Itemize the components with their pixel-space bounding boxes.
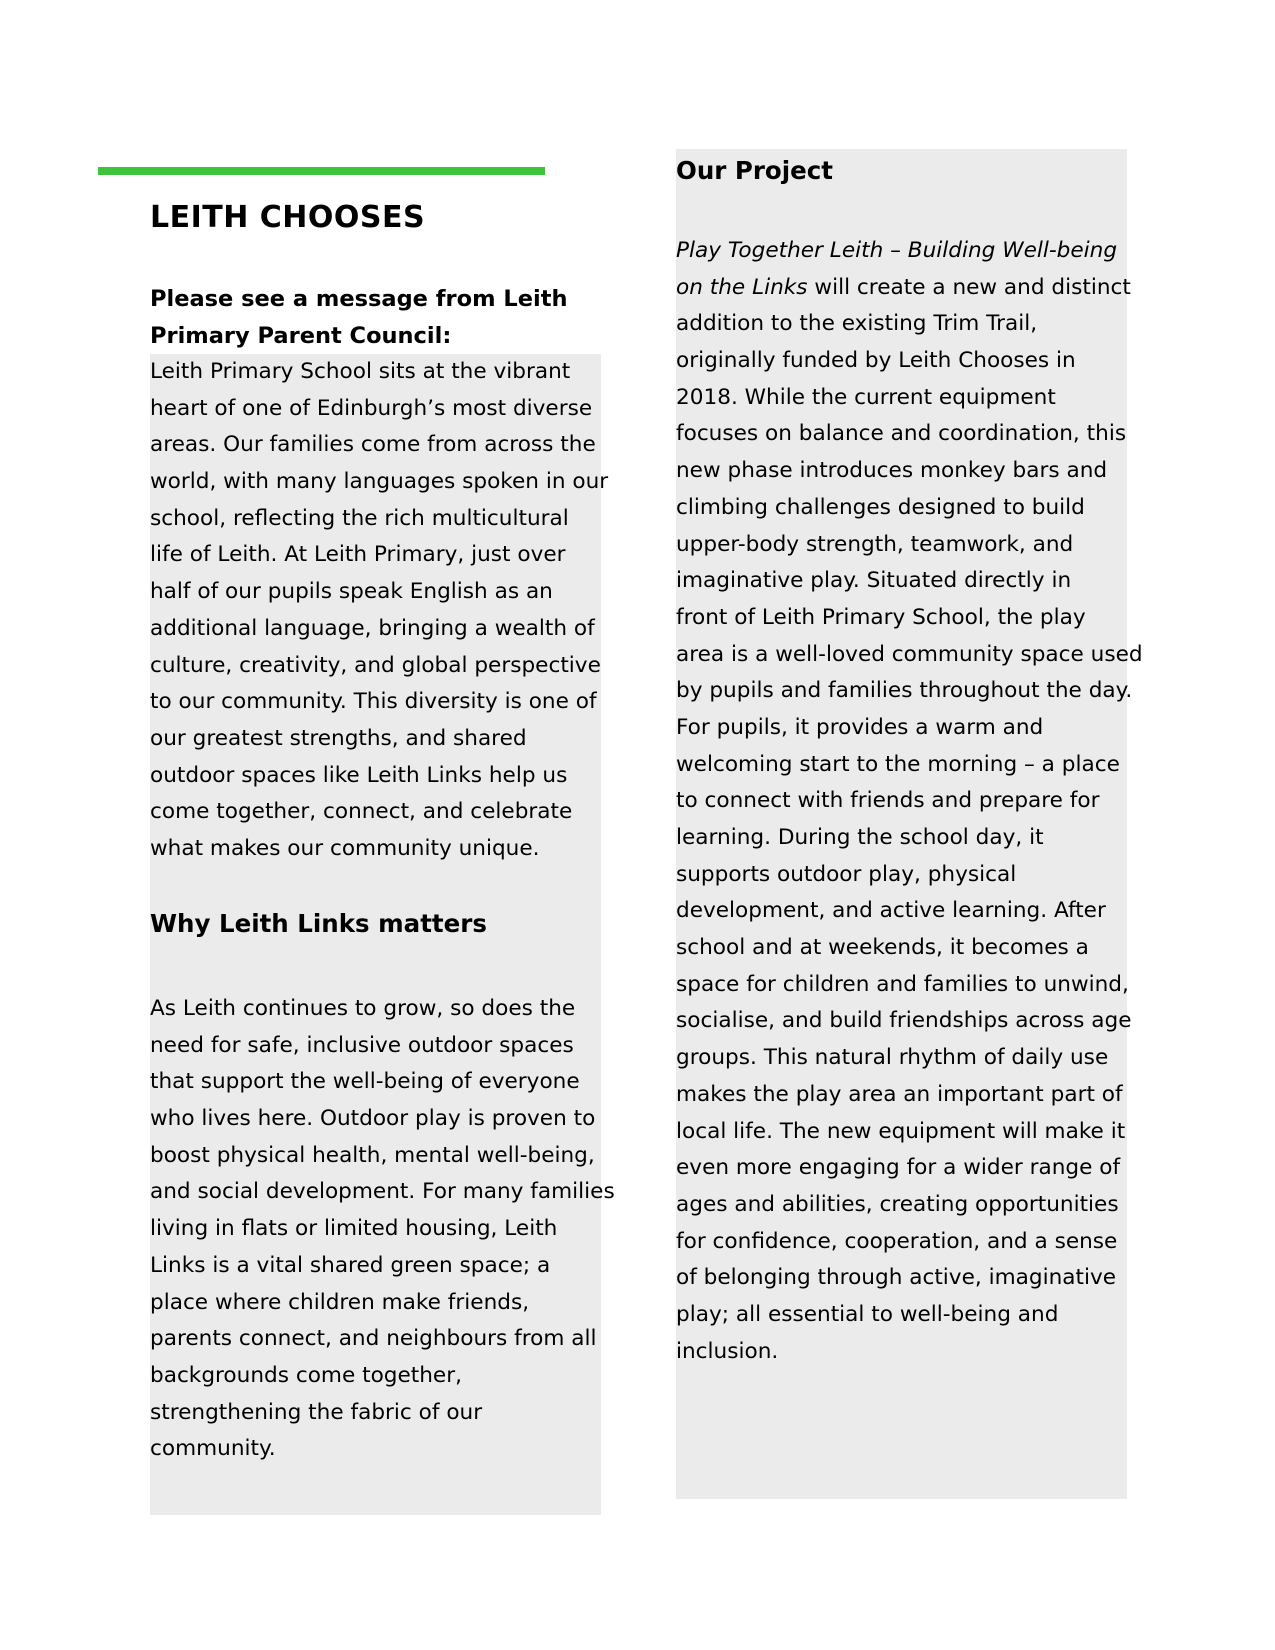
text-line: place where children make friends, [150, 1289, 530, 1315]
text-line [676, 270, 1143, 307]
text-line: 2018. While the current equipment [676, 384, 1056, 410]
text-line: that support the well-being of everyone [150, 1069, 580, 1095]
text-line: what makes our community unique. [150, 835, 540, 861]
text-line: imaginative play. Situated directly in [676, 568, 1072, 594]
text-line: who lives here. Outdoor play is proven to [150, 1106, 596, 1132]
text-line: life of Leith. At Leith Primary, just over [150, 542, 566, 568]
text-fragment: will create a new and distinct [807, 274, 1131, 300]
text-line: front of Leith Primary School, the play [676, 604, 1086, 630]
left-column-panel [150, 354, 615, 1515]
text-line: local life. The new equipment will make it [676, 1118, 1126, 1144]
why-paragraph [150, 991, 615, 1468]
our-project-heading: Our Project [676, 156, 834, 185]
text-line: groups. This natural rhythm of daily use [676, 1045, 1109, 1071]
text-line: to connect with friends and prepare for [676, 788, 1100, 814]
text-line: welcoming start to the morning – a place [676, 751, 1120, 777]
text-line: play; all essential to well-being and [676, 1301, 1059, 1327]
text-line: heart of one of Edinburgh’s most diverse [150, 395, 593, 421]
text-line: school and at weekends, it becomes a [676, 935, 1089, 961]
why-leith-links-heading: Why Leith Links matters [150, 909, 487, 938]
text-line: backgrounds come together, [150, 1362, 462, 1388]
project-title-part: Play Together Leith – Building Well-being [676, 238, 1118, 263]
intro-line: Primary Parent Council: [150, 322, 452, 349]
text-line: boost physical health, mental well-being, [150, 1142, 595, 1168]
text-line: upper-body strength, teamwork, and [676, 531, 1074, 557]
text-line: As Leith continues to grow, so does the [150, 996, 576, 1021]
intro-message [150, 281, 590, 354]
text-line: addition to the existing Trim Trail, [676, 311, 1038, 337]
text-line: and social development. For many families [150, 1179, 615, 1205]
text-line: area is a well-loved community space used [676, 641, 1143, 667]
text-line: originally funded by Leith Chooses in [676, 348, 1076, 374]
text-line: culture, creativity, and global perspective [150, 652, 601, 678]
text-line: Leith Primary School sits at the vibrant [150, 359, 571, 384]
text-line: ages and abilities, creating opportunities [676, 1191, 1119, 1217]
project-paragraph [676, 233, 1143, 1370]
text-line: of belonging through active, imaginative [676, 1265, 1117, 1291]
text-line: areas. Our families come from across the [150, 432, 596, 458]
text-line: by pupils and families throughout the day. [676, 678, 1133, 704]
project-title-part: on the Links [676, 274, 808, 300]
text-line: our greatest strengths, and shared [150, 725, 527, 751]
accent-bar [98, 167, 545, 175]
right-column-panel [676, 149, 1143, 1499]
text-line: for confidence, cooperation, and a sense [676, 1228, 1118, 1254]
text-line: even more engaging for a wider range of [676, 1155, 1121, 1181]
text-line: Links is a vital shared green space; a [150, 1252, 551, 1278]
text-line: space for children and families to unwind, [676, 971, 1129, 997]
text-line: world, with many languages spoken in our [150, 469, 609, 495]
text-line: makes the play area an important part of [676, 1081, 1123, 1107]
text-line: supports outdoor play, physical [676, 861, 1017, 887]
text-line: community. [150, 1436, 276, 1462]
text-line: socialise, and build friendships across age [676, 1008, 1132, 1034]
text-line: development, and active learning. After [676, 898, 1106, 924]
text-line: new phase introduces monkey bars and [676, 458, 1108, 484]
text-line: learning. During the school day, it [676, 825, 1044, 850]
text-line: school, reflecting the rich multicultural [150, 505, 569, 531]
school-paragraph [150, 354, 608, 868]
text-line: parents connect, and neighbours from all [150, 1326, 597, 1352]
text-line: come together, connect, and celebrate [150, 799, 573, 825]
text-line: to our community. This diversity is one of [150, 689, 597, 715]
text-line: need for safe, inclusive outdoor spaces [150, 1032, 574, 1058]
text-line: For pupils, it provides a warm and [676, 714, 1044, 740]
text-line: inclusion. [676, 1338, 779, 1364]
text-line: strengthening the fabric of our [150, 1399, 483, 1425]
text-line: additional language, bringing a wealth of [150, 615, 595, 641]
text-line: climbing challenges designed to build [676, 494, 1085, 520]
text-line: half of our pupils speak English as an [150, 579, 553, 605]
text-line [676, 233, 1143, 270]
text-line: living in flats or limited housing, Leith [150, 1216, 558, 1242]
text-line: focuses on balance and coordination, this [676, 421, 1127, 447]
page-title: LEITH CHOOSES [150, 200, 426, 235]
intro-line: Please see a message from Leith [150, 286, 568, 312]
text-line: outdoor spaces like Leith Links help us [150, 762, 568, 788]
